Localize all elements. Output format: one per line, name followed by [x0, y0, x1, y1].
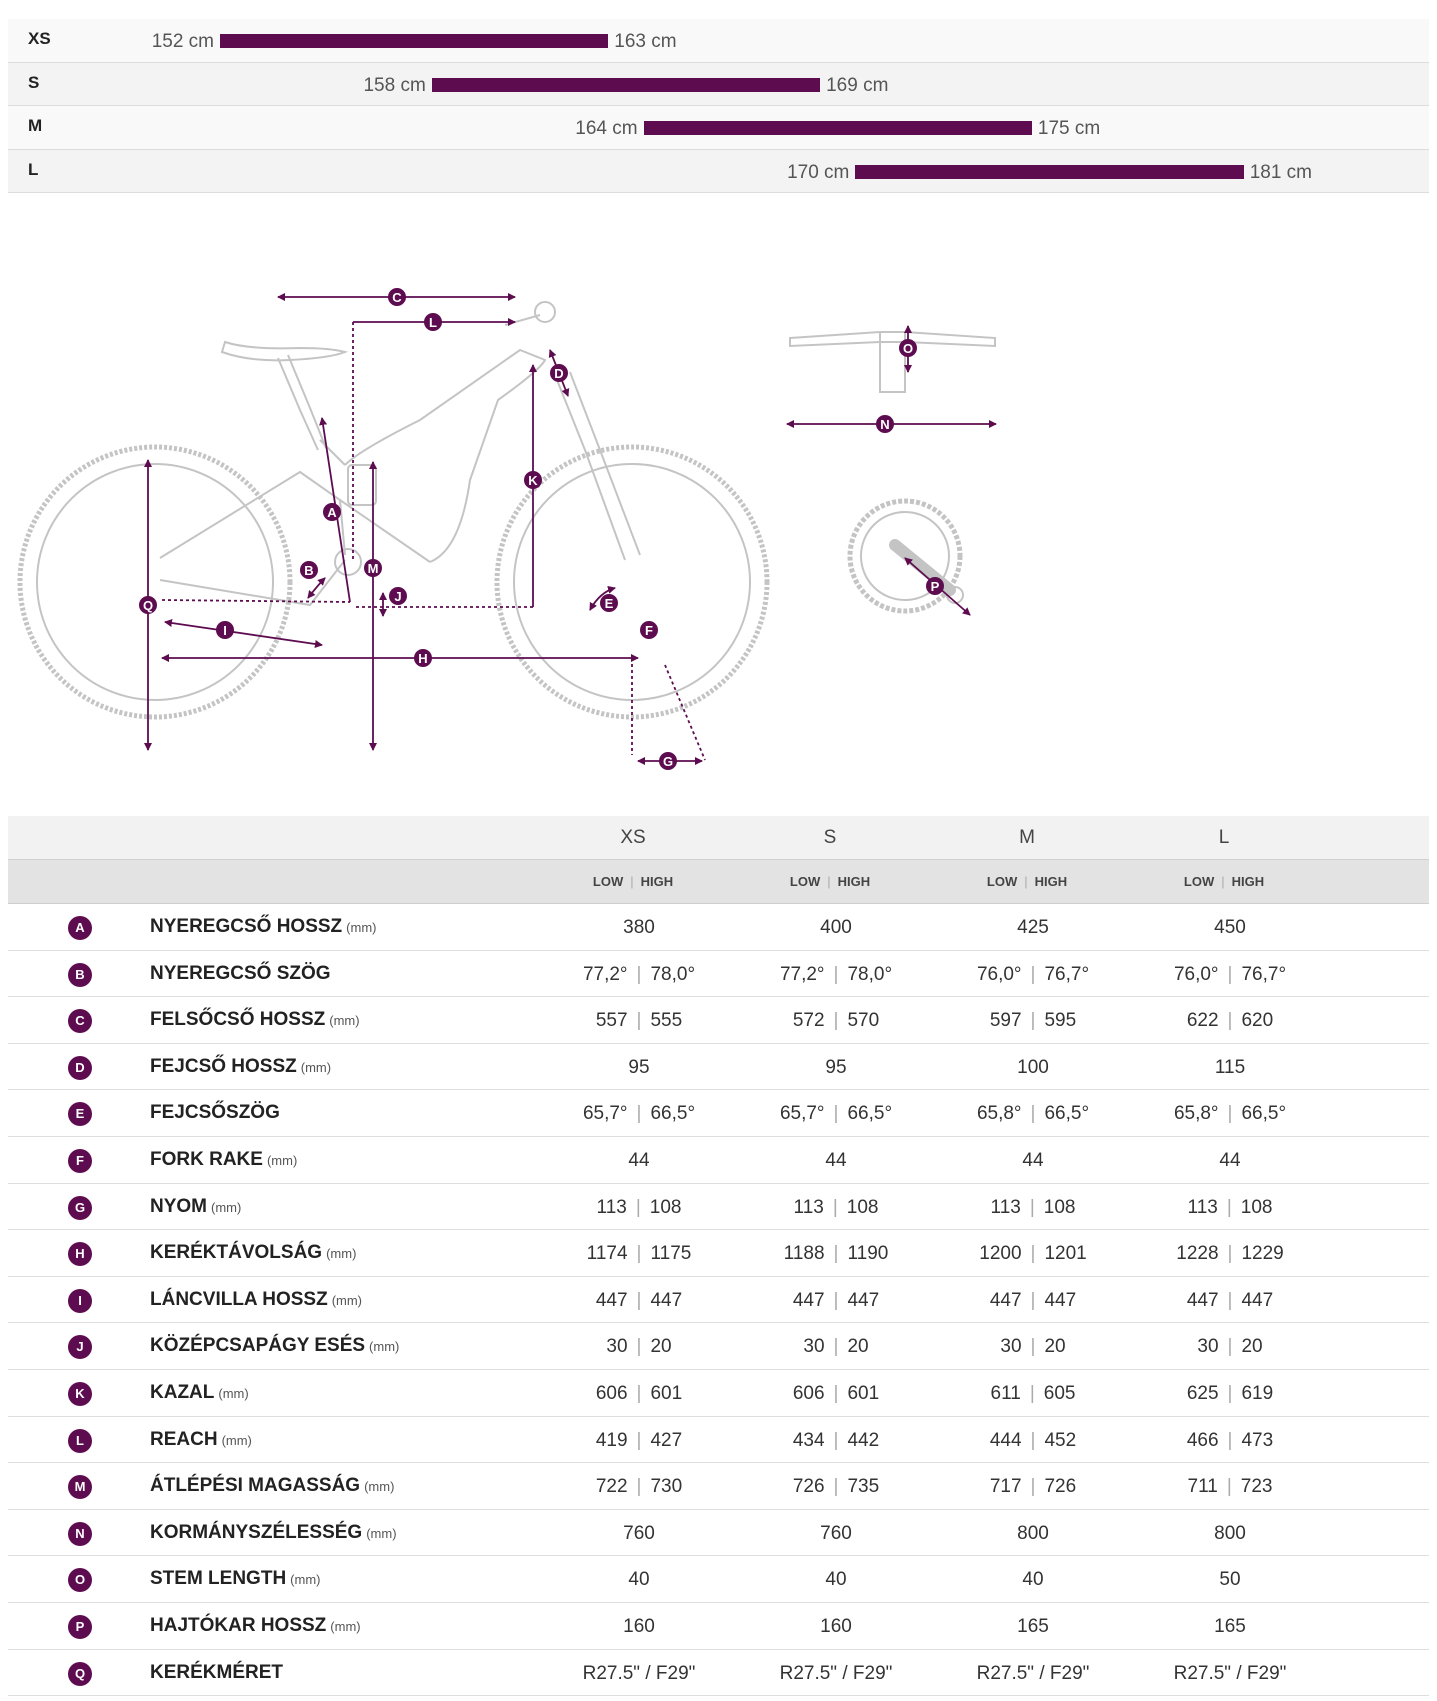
table-row	[8, 1090, 1429, 1137]
measurement-name: FORK RAKE (mm)	[150, 1148, 298, 1170]
measurement-badge: J	[68, 1335, 92, 1359]
table-cell: 113 | 108	[1187, 1196, 1273, 1218]
svg-text:H: H	[418, 651, 428, 666]
table-cell: 597 | 595	[989, 1010, 1077, 1032]
measurement-badge: M	[68, 1475, 92, 1499]
table-cell: 800	[1214, 1522, 1246, 1544]
measurement-badge: I	[68, 1289, 92, 1313]
table-cell: 1188 | 1190	[783, 1243, 889, 1265]
low-label: LOW	[789, 874, 821, 889]
measurement-unit: (mm)	[369, 1339, 400, 1355]
measurement-name: NYEREGCSŐ SZÖG	[150, 962, 331, 984]
measurement-name: LÁNCVILLA HOSSZ (mm)	[150, 1288, 363, 1310]
svg-text:D: D	[554, 366, 564, 381]
range-min: 158 cm	[363, 74, 426, 96]
svg-text:L: L	[429, 315, 437, 330]
range-min: 164 cm	[575, 118, 638, 139]
marker-i	[216, 621, 234, 639]
table-cell: 726 | 735	[792, 1476, 880, 1498]
table-cell: 606 | 601	[595, 1382, 683, 1404]
column-header-size: XS	[620, 827, 646, 848]
range-max: 169 cm	[826, 74, 889, 96]
table-row	[8, 1556, 1429, 1603]
measurement-name: STEM LENGTH (mm)	[150, 1568, 321, 1590]
measurement-name: KORMÁNYSZÉLESSÉG (mm)	[150, 1521, 397, 1543]
table-cell: 65,7° | 66,5°	[779, 1103, 893, 1125]
marker-a	[323, 503, 341, 521]
table-cell: 717 | 726	[989, 1476, 1077, 1498]
range-max: 175 cm	[1037, 118, 1101, 139]
marker-m	[364, 559, 382, 577]
measurement-unit: (mm)	[211, 1199, 242, 1215]
marker-j	[389, 587, 407, 605]
low-label: LOW	[592, 874, 624, 889]
table-row	[8, 1230, 1429, 1277]
marker-l	[424, 313, 442, 331]
table-cell: 425	[1017, 917, 1049, 938]
marker-f	[640, 621, 658, 639]
table-cell: 165	[1017, 1615, 1049, 1637]
marker-e	[600, 594, 618, 612]
bike-geometry-drawing	[0, 260, 1437, 780]
bike-outline	[20, 302, 995, 717]
table-cell: 100	[1017, 1056, 1049, 1078]
measurement-unit: (mm)	[331, 1292, 363, 1308]
size-row	[8, 106, 1429, 150]
table-cell: 77,2° | 78,0°	[582, 963, 696, 985]
table-cell: 722 | 730	[595, 1476, 683, 1498]
table-cell: R27.5" / F29"	[976, 1662, 1090, 1684]
range-max: 181 cm	[1249, 161, 1312, 183]
svg-text:O: O	[902, 341, 914, 356]
measurement-badge: C	[68, 1009, 92, 1033]
svg-text:N: N	[880, 417, 890, 432]
high-label: HIGH	[1231, 874, 1265, 889]
range-bar	[220, 34, 608, 48]
measurement-badge: N	[68, 1522, 92, 1546]
measurement-unit: (mm)	[326, 1246, 357, 1262]
table-cell: 447 | 447	[595, 1289, 683, 1311]
measurement-badge: Q	[68, 1662, 92, 1686]
table-cell: 572 | 570	[792, 1010, 880, 1032]
table-row	[8, 997, 1429, 1044]
size-row	[8, 63, 1429, 107]
table-cell: 400	[820, 917, 852, 938]
measurement-badge: E	[68, 1102, 92, 1126]
measurement-badge: H	[68, 1242, 92, 1266]
table-row	[8, 1184, 1429, 1231]
table-cell: 113 | 108	[793, 1196, 879, 1218]
table-cell: R27.5" / F29"	[582, 1662, 696, 1684]
table-cell: 44	[1219, 1149, 1241, 1171]
measurement-name: FEJCSŐ HOSSZ (mm)	[150, 1055, 332, 1077]
measurement-lines	[148, 297, 996, 761]
measurement-badge: O	[68, 1568, 92, 1592]
column-header-position: LOW | HIGH	[592, 874, 674, 889]
table-row	[8, 1277, 1429, 1324]
size-label: XS	[28, 29, 51, 48]
measurement-unit: (mm)	[330, 1618, 361, 1634]
marker-g	[659, 752, 677, 770]
table-cell: 44	[1022, 1149, 1044, 1171]
table-row	[8, 1510, 1429, 1557]
table-cell: 760	[820, 1522, 852, 1544]
measurement-unit: (mm)	[266, 1152, 298, 1168]
svg-text:I: I	[223, 623, 227, 638]
svg-text:M: M	[367, 561, 379, 576]
measurement-name: KÖZÉPCSAPÁGY ESÉS (mm)	[150, 1335, 400, 1357]
table-cell: 625 | 619	[1186, 1382, 1274, 1404]
table-cell: 447 | 447	[792, 1289, 880, 1311]
table-row	[8, 951, 1429, 998]
table-cell: 44	[825, 1149, 847, 1171]
measurement-unit: (mm)	[218, 1385, 249, 1401]
table-cell: 65,7° | 66,5°	[582, 1103, 696, 1125]
svg-text:G: G	[662, 754, 674, 769]
table-cell: 800	[1017, 1522, 1049, 1544]
size-row	[8, 150, 1429, 194]
measurement-badge: L	[68, 1429, 92, 1453]
size-label: M	[28, 116, 43, 135]
geometry-table	[8, 816, 1429, 1696]
marker-o	[899, 339, 917, 357]
table-cell: 611 | 605	[990, 1382, 1076, 1404]
measurement-badge: F	[68, 1149, 92, 1173]
range-bar	[432, 78, 820, 92]
size-row	[8, 19, 1429, 63]
table-cell: 50	[1219, 1569, 1241, 1591]
table-row	[8, 1323, 1429, 1370]
table-cell: 113 | 108	[990, 1196, 1076, 1218]
table-cell: 165	[1214, 1615, 1246, 1637]
measurement-unit: (mm)	[329, 1013, 360, 1029]
marker-h	[414, 649, 432, 667]
table-cell: 65,8° | 66,5°	[976, 1103, 1090, 1125]
measurement-unit: (mm)	[364, 1479, 395, 1495]
measurement-unit: (mm)	[346, 920, 377, 935]
low-label: LOW	[1183, 874, 1215, 889]
measurement-badge: G	[68, 1196, 92, 1220]
table-cell: 606 | 601	[792, 1382, 880, 1404]
table-cell: 1200 | 1201	[979, 1243, 1087, 1265]
table-size-header	[8, 816, 1429, 859]
table-position-header	[8, 859, 1429, 904]
table-row	[8, 1370, 1429, 1417]
high-label: HIGH	[1034, 874, 1068, 889]
marker-k	[524, 471, 542, 489]
table-cell: 760	[623, 1522, 655, 1544]
measurement-unit: (mm)	[221, 1432, 252, 1448]
range-max: 163 cm	[614, 31, 677, 52]
column-header-position: LOW | HIGH	[986, 874, 1068, 889]
table-cell: 1228 | 1229	[1176, 1243, 1284, 1265]
table-cell: R27.5" / F29"	[1173, 1662, 1287, 1684]
table-cell: 115	[1214, 1056, 1246, 1078]
measurement-name: FEJCSŐSZÖG	[150, 1102, 280, 1124]
measurement-unit: (mm)	[300, 1059, 332, 1075]
size-label: S	[28, 72, 40, 92]
measurement-badge: P	[68, 1615, 92, 1639]
measurement-name: NYEREGCSŐ HOSSZ (mm)	[150, 916, 377, 937]
svg-text:K: K	[528, 473, 538, 488]
table-row	[8, 1650, 1429, 1697]
range-bar	[855, 165, 1243, 179]
table-cell: 711 | 723	[1187, 1476, 1273, 1498]
table-cell: 1174 | 1175	[586, 1243, 692, 1265]
table-cell: 434 | 442	[792, 1429, 880, 1451]
range-bar	[644, 121, 1032, 135]
measurement-badge: A	[68, 916, 92, 940]
table-row	[8, 1463, 1429, 1510]
table-cell: 447 | 447	[1186, 1289, 1274, 1311]
table-cell: 160	[623, 1615, 655, 1637]
svg-text:J: J	[394, 589, 402, 604]
measurement-name: KERÉKTÁVOLSÁG (mm)	[150, 1242, 357, 1264]
size-label: L	[28, 159, 39, 179]
measurement-name: KAZAL (mm)	[150, 1381, 249, 1403]
table-cell: 450	[1214, 917, 1246, 938]
table-cell: 65,8° | 66,5°	[1173, 1103, 1287, 1125]
column-header-size: L	[1218, 827, 1230, 848]
table-cell: 76,0° | 76,7°	[976, 963, 1090, 985]
marker-b	[300, 561, 318, 579]
column-header-size: S	[823, 827, 837, 848]
table-cell: 30 | 20	[606, 1336, 672, 1358]
svg-text:F: F	[645, 623, 653, 638]
table-cell: 44	[628, 1149, 650, 1171]
marker-q	[139, 596, 157, 614]
table-cell: 77,2° | 78,0°	[779, 963, 893, 985]
table-cell: 95	[628, 1056, 650, 1078]
table-cell: R27.5" / F29"	[779, 1662, 893, 1684]
column-header-position: LOW | HIGH	[789, 874, 871, 889]
table-body	[8, 904, 1429, 1696]
svg-text:E: E	[604, 596, 614, 611]
marker-p	[926, 577, 944, 595]
svg-text:Q: Q	[142, 598, 154, 613]
measurement-name: REACH (mm)	[150, 1428, 252, 1450]
table-cell: 30 | 20	[1000, 1336, 1066, 1358]
table-cell: 76,0° | 76,7°	[1173, 963, 1287, 985]
column-header-position: LOW | HIGH	[1183, 874, 1265, 889]
range-min: 152 cm	[151, 31, 214, 52]
table-cell: 30 | 20	[1197, 1336, 1263, 1358]
table-cell: 622 | 620	[1186, 1010, 1274, 1032]
table-cell: 419 | 427	[595, 1429, 683, 1451]
marker-n	[876, 415, 894, 433]
table-cell: 113 | 108	[596, 1196, 682, 1218]
table-row	[8, 1417, 1429, 1464]
table-cell: 40	[628, 1569, 650, 1591]
svg-text:A: A	[327, 505, 337, 520]
table-cell: 557 | 555	[595, 1010, 683, 1032]
measurement-name: HAJTÓKAR HOSSZ (mm)	[150, 1614, 361, 1636]
table-cell: 466 | 473	[1186, 1429, 1274, 1451]
table-row	[8, 1044, 1429, 1091]
table-cell: 447 | 447	[989, 1289, 1077, 1311]
measurement-name: ÁTLÉPÉSI MAGASSÁG (mm)	[150, 1475, 395, 1497]
table-row	[8, 904, 1429, 951]
low-label: LOW	[986, 874, 1018, 889]
measurement-name: FELSŐCSŐ HOSSZ (mm)	[150, 1009, 360, 1031]
range-min: 170 cm	[787, 161, 850, 183]
svg-text:B: B	[304, 563, 314, 578]
measurement-unit: (mm)	[290, 1572, 321, 1588]
table-cell: 40	[1022, 1569, 1044, 1591]
column-header-size: M	[1019, 827, 1035, 848]
measurement-name: KERÉKMÉRET	[150, 1661, 284, 1683]
table-cell: 30 | 20	[803, 1336, 869, 1358]
measurement-badge: B	[68, 963, 92, 987]
svg-text:C: C	[392, 290, 402, 305]
svg-text:P: P	[930, 579, 940, 594]
table-row	[8, 1603, 1429, 1650]
table-cell: 380	[623, 917, 655, 938]
measurement-badge: D	[68, 1056, 92, 1080]
measurement-name: NYOM (mm)	[150, 1195, 242, 1217]
high-label: HIGH	[837, 874, 871, 889]
table-cell: 160	[820, 1615, 852, 1637]
marker-d	[550, 364, 568, 382]
table-cell: 40	[825, 1569, 847, 1591]
rider-height-chart	[8, 19, 1429, 193]
table-cell: 444 | 452	[989, 1429, 1077, 1451]
table-row	[8, 1137, 1429, 1184]
marker-c	[388, 288, 406, 306]
table-cell: 95	[825, 1056, 847, 1078]
measurement-unit: (mm)	[366, 1525, 397, 1541]
measurement-badge: K	[68, 1382, 92, 1406]
high-label: HIGH	[640, 874, 674, 889]
